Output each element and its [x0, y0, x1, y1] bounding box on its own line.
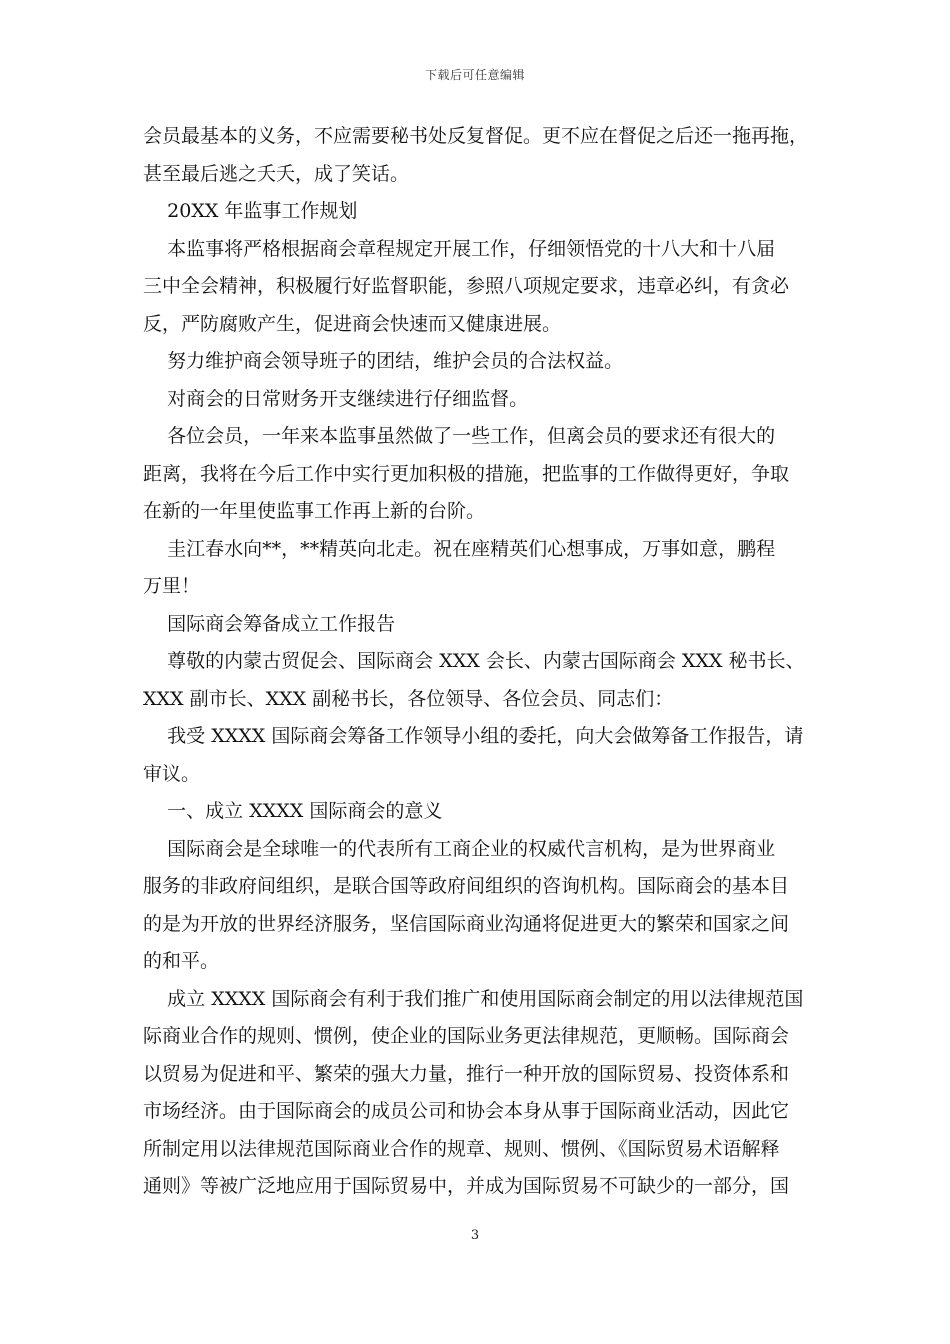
text-line: 在新的一年里使监事工作再上新的台阶。 — [143, 500, 486, 522]
section-heading: 国际商会筹备成立工作报告 — [143, 612, 396, 635]
text-line: 的和平。 — [143, 950, 220, 972]
text-line: 通则》等被广泛地应用于国际贸易中，并成为国际贸易不可缺少的一部分，国 — [143, 1175, 790, 1197]
text-line: 对商会的日常财务开支继续进行仔细监督。 — [143, 387, 529, 410]
text-line: 努力维护商会领导班子的团结，维护会员的合法权益。 — [143, 350, 624, 372]
text-line: 所制定用以法律规范国际商业合作的规章、规则、惯例、《国际贸易术语解释 — [143, 1137, 780, 1160]
text-line: 我受 XXXX 国际商会筹备工作领导小组的委托，向大会做筹备工作报告，请 — [143, 725, 804, 747]
text-line: 万里！ — [143, 575, 201, 597]
text-line: 会员最基本的义务，不应需要秘书处反复督促。更不应在督促之后还一拖再拖， — [143, 125, 809, 147]
section-heading: 20XX 年监事工作规划 — [143, 200, 358, 222]
text-line: 国际商会是全球唯一的代表所有工商企业的权威代言机构，是为世界商业 — [143, 837, 776, 860]
text-line: 市场经济。由于国际商会的成员公司和协会本身从事于国际商业活动，因此它 — [143, 1100, 790, 1122]
text-line: XXX 副市长、XXX 副秘书长，各位领导、各位会员、同志们： — [143, 687, 674, 710]
text-line: 反，严防腐败产生，促进商会快速而又健康进展。 — [143, 312, 562, 335]
text-line: 甚至最后逃之夭夭，成了笑话。 — [143, 162, 410, 185]
text-line: 各位会员，一年来本监事虽然做了一些工作，但离会员的要求还有很大的 — [143, 425, 776, 447]
text-line: 三中全会精神，积极履行好监督职能，参照八项规定要求，违章必纠，有贪必 — [143, 275, 790, 297]
text-line: 际商业合作的规则、惯例，使企业的国际业务更法律规范，更顺畅。国际商会 — [143, 1025, 790, 1047]
text-line: 距离，我将在今后工作中实行更加积极的措施，把监事的工作做得更好，争取 — [143, 462, 790, 485]
text-line: 的是为开放的世界经济服务，坚信国际商业沟通将促进更大的繁荣和国家之间 — [143, 912, 790, 935]
page-number: 3 — [470, 1228, 480, 1243]
text-line: 审议。 — [143, 762, 201, 785]
text-line: 成立 XXXX 国际商会有利于我们推广和使用国际商会制定的用以法律规范国 — [143, 987, 804, 1010]
section-heading: 一、成立 XXXX 国际商会的意义 — [143, 800, 443, 822]
page-header: 下载后可任意编辑 — [424, 68, 525, 82]
text-line: 以贸易为促进和平、繁荣的强大力量，推行一种开放的国际贸易、投资体系和 — [143, 1062, 790, 1085]
text-line: 服务的非政府间组织，是联合国等政府间组织的咨询机构。国际商会的基本目 — [143, 875, 790, 897]
text-line: 圭江春水向**，**精英向北走。祝在座精英们心想事成，万事如意，鹏程 — [143, 537, 776, 560]
text-line: 尊敬的内蒙古贸促会、国际商会 XXX 会长、内蒙古国际商会 XXX 秘书长、 — [143, 650, 805, 672]
text-line: 本监事将严格根据商会章程规定开展工作，仔细领悟党的十八大和十八届 — [143, 237, 776, 260]
document-body — [143, 118, 815, 1206]
